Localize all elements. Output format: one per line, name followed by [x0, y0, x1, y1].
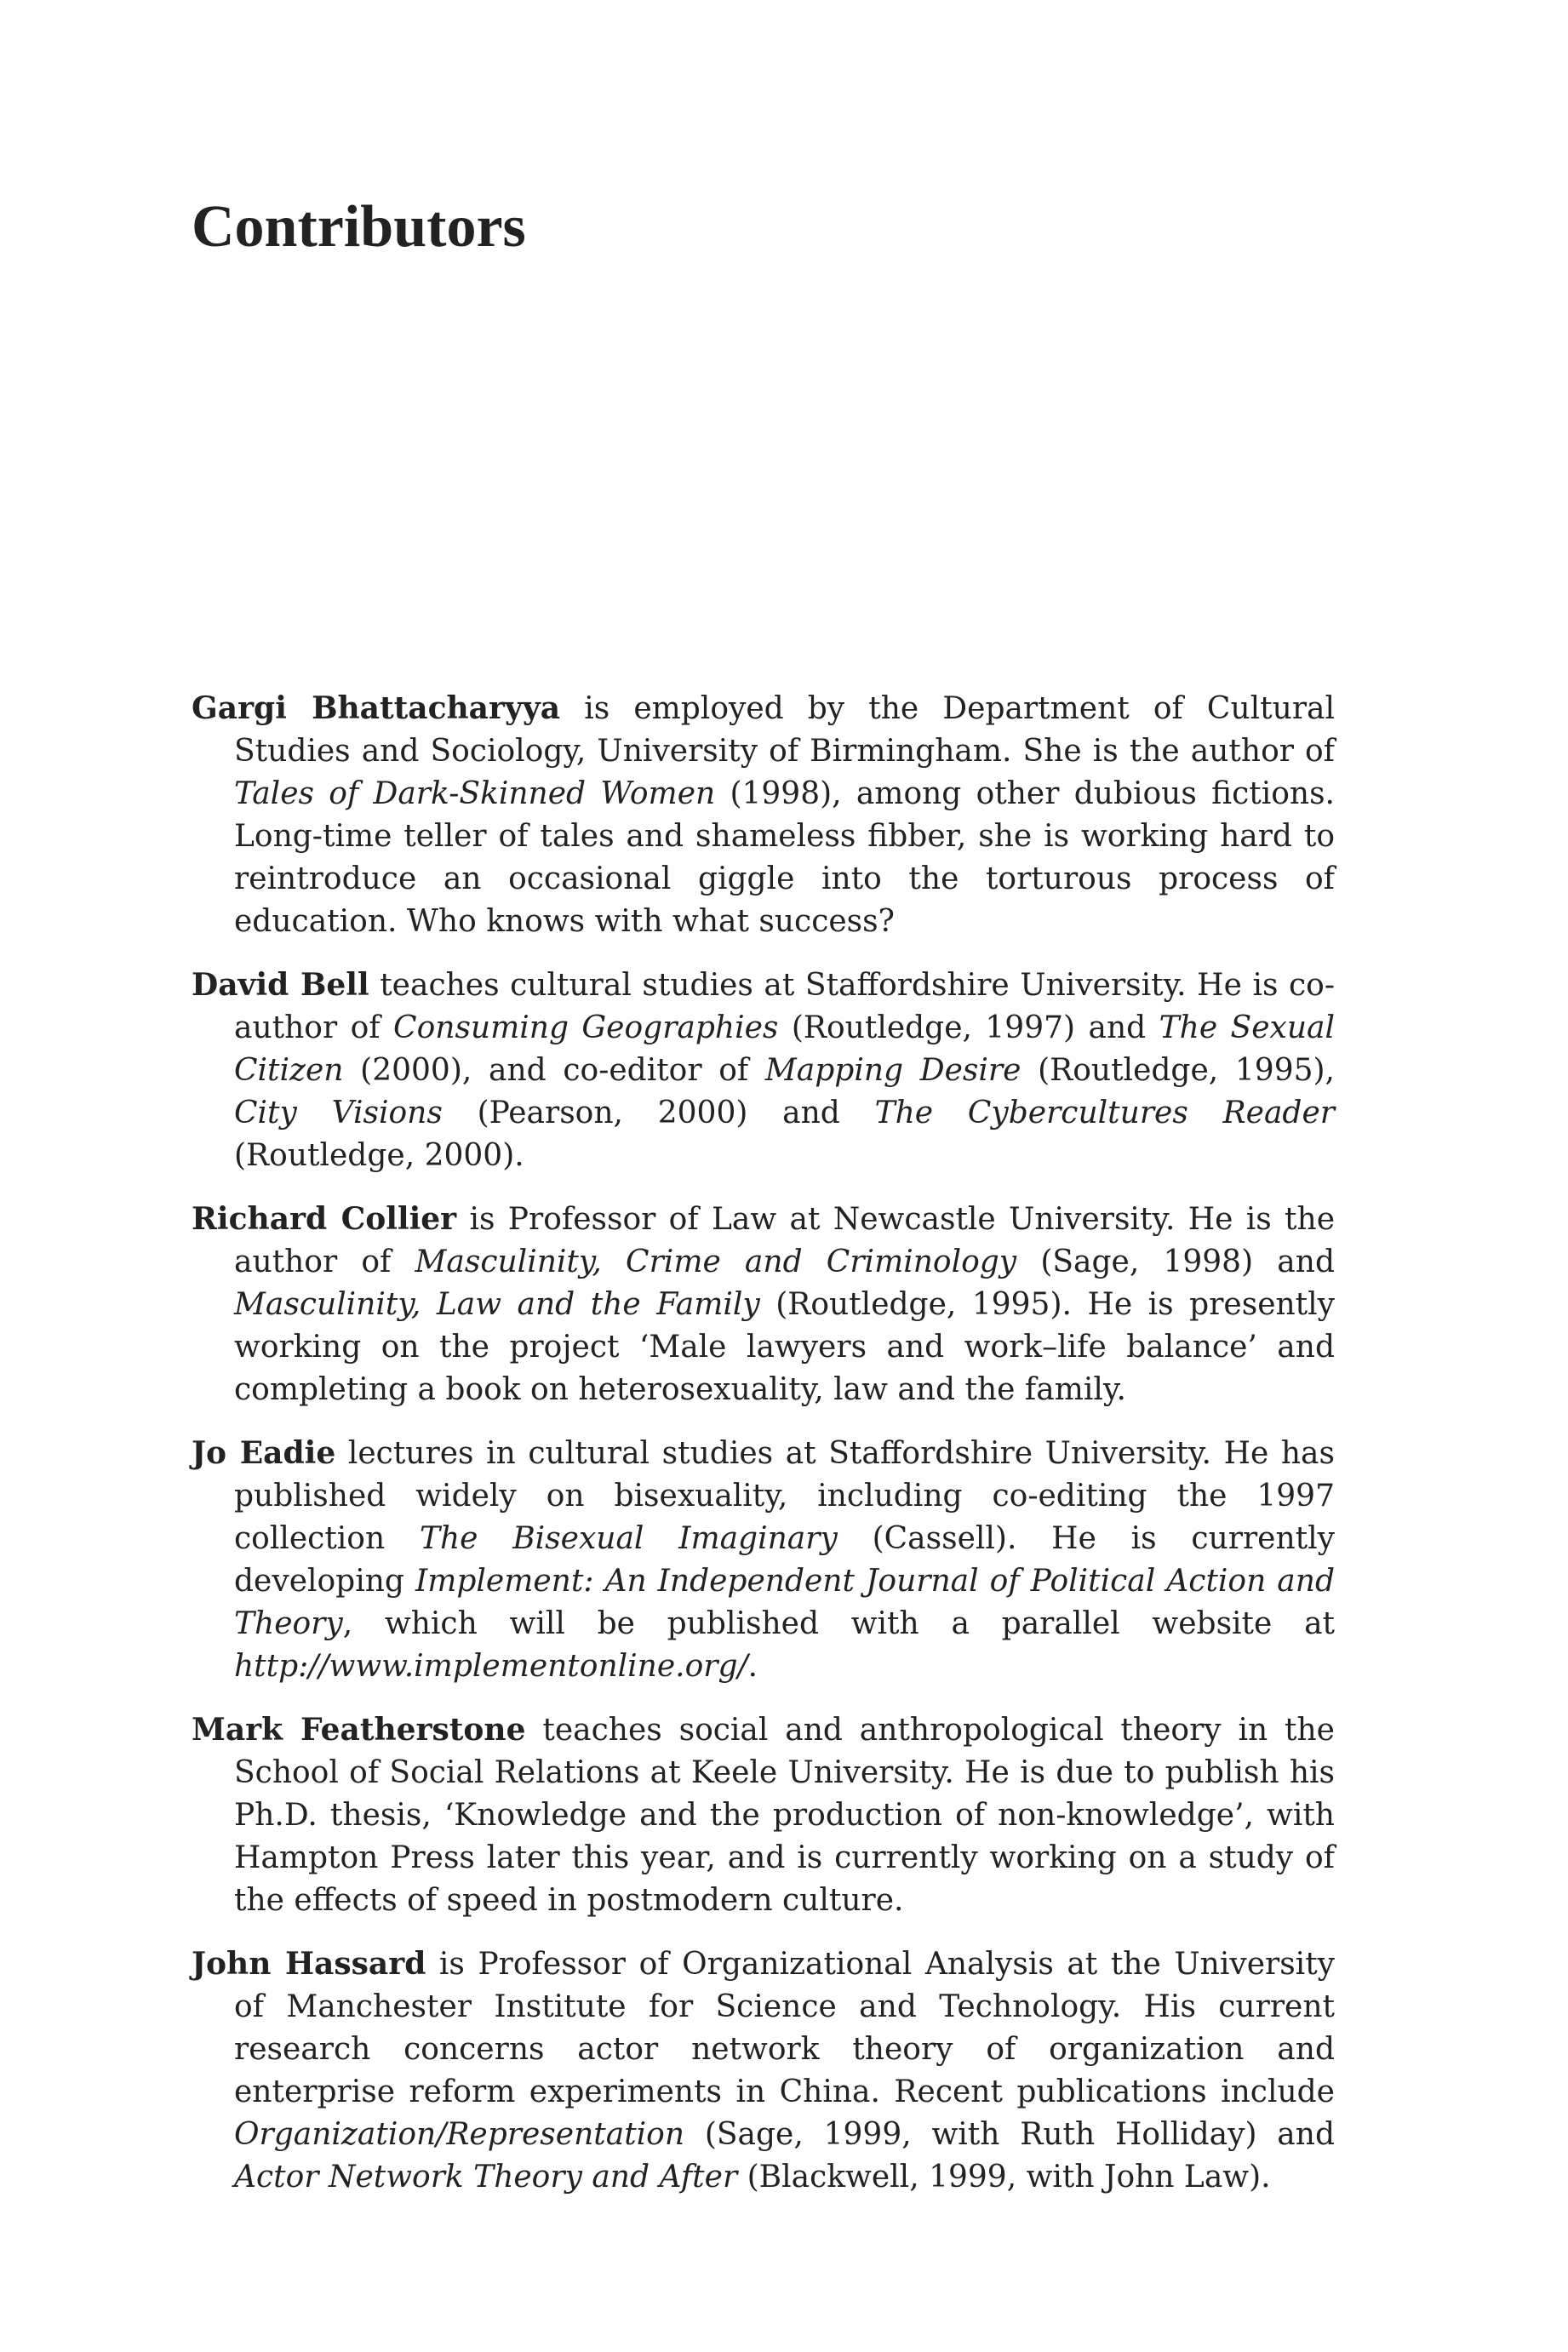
contributor-name: John Hassard	[192, 1946, 426, 1982]
italic-title-text: Actor Network Theory and After	[234, 2160, 738, 2195]
bio-text: (Routledge, 2000).	[234, 1138, 524, 1173]
contributor-name: David Bell	[192, 967, 369, 1003]
bio-text: , which will be published with a parallel website at	[342, 1606, 1335, 1641]
bio-text: (2000), and co-editor of	[343, 1053, 765, 1088]
italic-title-text: The Sexual Citizen	[234, 1010, 1335, 1088]
italic-title-text: The Cybercultures Reader	[874, 1096, 1335, 1130]
contributor-name: Mark Featherstone	[192, 1712, 526, 1748]
bio-text: (Routledge, 1997) and	[778, 1010, 1159, 1045]
contributor-entry	[192, 1432, 1335, 1688]
contributor-list	[192, 687, 1335, 2219]
italic-title-text: Implement: An Independent Journal of Political Action and Theory	[234, 1564, 1335, 1641]
page-title: Contributors	[192, 194, 526, 260]
italic-title-text: The Bisexual Imaginary	[419, 1521, 838, 1556]
contributor-entry	[192, 1708, 1335, 1922]
bio-text: (Routledge, 1995),	[1021, 1053, 1335, 1088]
contributor-entry	[192, 1198, 1335, 1411]
bio-text: (Blackwell, 1999, with John Law).	[737, 2160, 1271, 2195]
contributor-entry	[192, 964, 1335, 1177]
contributor-entry	[192, 1943, 1335, 2199]
contributor-name: Richard Collier	[192, 1201, 457, 1237]
bio-text: is employed by the Department of Cultural Studies and Sociology, University of Birmingham. She is the author of	[234, 691, 1335, 769]
italic-title-text: Masculinity, Law and the Family	[234, 1287, 760, 1322]
bio-text: (Cassell). He is currently developing	[234, 1521, 1335, 1599]
bio-text: (1998), among other dubious fictions. Long-time teller of tales and shameless fibber, she is working hard to reintroduce an occasional giggle into the torturous process of education. Who knows with what success?	[234, 776, 1335, 939]
italic-title-text: Mapping Desire	[764, 1053, 1021, 1088]
bio-text: is Professor of Organizational Analysis at the University of Manchester Institute for Science and Technology. His current research concerns actor network theory of organization and enterprise reform experiments in China. Recent publications include	[234, 1947, 1336, 2109]
italic-title-text: http://www.implementonline.org/	[234, 1649, 748, 1684]
italic-title-text: Organization/Representation	[234, 2117, 685, 2152]
italic-title-text: Tales of Dark-Skinned Women	[234, 776, 716, 811]
contributor-entry	[192, 687, 1335, 943]
contributor-name: Gargi Bhattacharyya	[192, 690, 561, 726]
contributor-name: Jo Eadie	[192, 1435, 336, 1471]
bio-text: (Routledge, 1995). He is presently working on the project ‘Male lawyers and work–life balance’ and completing a book on heterosexuality, law and the family.	[234, 1287, 1335, 1407]
bio-text: teaches social and anthropological theory in the School of Social Relations at Keele University. He is due to publish his Ph.D. thesis, ‘Knowledge and the production of non-knowledge’, with Hampton Press later this year, and is currently working on a study of the effects of speed in postmodern culture.	[234, 1713, 1335, 1918]
bio-text: (Sage, 1999, with Ruth Holliday) and	[684, 2117, 1335, 2152]
bio-text: lectures in cultural studies at Staffordshire University. He has published widely on bisexuality, including co-editing the 1997 collection	[234, 1436, 1335, 1556]
bio-text: .	[747, 1649, 758, 1684]
bio-text: (Sage, 1998) and	[1016, 1245, 1335, 1279]
italic-title-text: Masculinity, Crime and Criminology	[415, 1245, 1017, 1279]
italic-title-text: City Visions	[234, 1096, 443, 1130]
bio-text: is Professor of Law at Newcastle University. He is the author of	[234, 1202, 1336, 1279]
bio-text: (Pearson, 2000) and	[442, 1096, 875, 1130]
bio-text: teaches cultural studies at Staffordshire University. He is co-author of	[234, 968, 1336, 1045]
italic-title-text: Consuming Geographies	[393, 1010, 779, 1045]
